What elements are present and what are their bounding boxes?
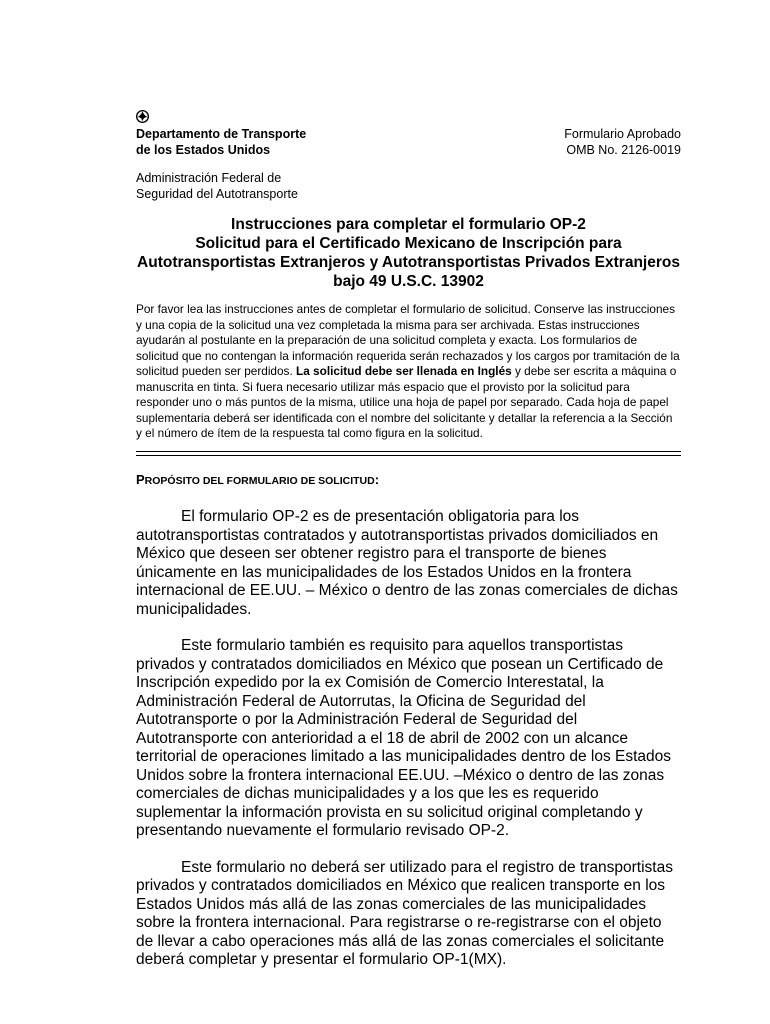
omb-number: OMB No. 2126-0019 — [566, 143, 681, 157]
agency-line-2: de los Estados Unidos — [136, 143, 271, 157]
body-paragraph: Este formulario también es requisito para aquellos transportistas privados y contratados domiciliados en México que posean un Certificado de Inscripción expedido por la ex Comisión de Comercio Interestatal, la Administración Federal de Autorrutas, la Oficina de Seguridad del Autotransporte o por la Administración Federal de Seguridad del Autotransporte con anterioridad a el 18 de abril de 2002 con un alcance territorial de operaciones limitado a las municipalidades dentro de los Estados Unidos sobre la frontera internacional EE.UU. –México o dentro de las zonas comerciales de dichas municipalidades y a los que les es requerido suplementar la información provista en su solicitud original completando y presentando nuevamente el formulario revisado OP-2. — [136, 637, 672, 839]
intro-paragraph — [136, 302, 681, 442]
section-heading — [136, 472, 379, 489]
form-approval-line-1: Formulario Aprobado — [564, 127, 681, 141]
divider-line — [136, 455, 681, 456]
dot-emblem-icon — [136, 110, 149, 123]
intro-bold-text: La solicitud debe ser llenada en Inglés — [296, 364, 512, 378]
body-paragraph: Este formulario no deberá ser utilizado para el registro de transportistas privados y contratados domiciliados en México que realicen transporte en los Estados Unidos más allá de las zonas comerciales de las municipalidades sobre la frontera internacional. Para registrarse o re-registrarse con el objeto de llevar a cabo operaciones más allá de las zonas comerciales el solicitante deberá completar y presentar el formulario OP-1(MX). — [136, 858, 673, 968]
title-line-1: Instrucciones para completar el formulario OP-2 — [231, 216, 586, 233]
form-approval — [564, 126, 681, 158]
section-heading-colon: : — [374, 472, 380, 487]
section-heading-rest: ROPÓSITO DEL FORMULARIO DE SOLICITUD — [144, 475, 375, 487]
title-line-3: Autotransportistas Extranjeros y Autotransportistas Privados Extranjeros — [137, 254, 680, 271]
intro-text-1: Por favor lea las instrucciones antes de completar el formulario de solicitud. Conserve las instrucciones y una copia de la solicitud una vez completada la misma para ser archivada. Estas instrucciones ayudarán al postulante en la preparación de una solicitud completa y exacta. Los formularios de solicitud que no contengan la información requerida serán rechazados y los cargos por tramitación de la solicitud pueden ser perdidos. — [136, 302, 680, 378]
sub-agency-line-2: Seguridad del Autotransporte — [136, 187, 298, 201]
agency-line-1: Departamento de Transporte — [136, 127, 307, 141]
agency-name — [136, 126, 306, 158]
section-body — [136, 508, 681, 988]
body-paragraph: El formulario OP-2 es de presentación obligatoria para los autotransportistas contratados y autotransportistas privados domiciliados en México que deseen ser obtener registro para el transporte de bienes únicamente en las municipalidades de los Estados Unidos en la frontera internacional de EE.UU. – México o dentro de las zonas comerciales de dichas municipalidades. — [136, 508, 678, 618]
title-line-4: bajo 49 U.S.C. 13902 — [333, 273, 484, 290]
document-title — [136, 215, 681, 291]
intro-text-2: y debe ser escrita a máquina o manuscrita en tinta. Si fuera necesario utilizar más espacio que el provisto por la solicitud para responder uno o más puntos de la misma, utilice una hoja de papel por separado. Cada hoja de papel suplementaria deberá ser identificada con el nombre del solicitante y detallar la referencia a la Sección y el número de ítem de la respuesta tal como figura en la solicitud. — [136, 364, 677, 440]
section-heading-initial: P — [136, 472, 145, 487]
divider-line — [136, 451, 681, 452]
sub-agency-name — [136, 170, 298, 202]
sub-agency-line-1: Administración Federal de — [136, 171, 282, 185]
title-line-2: Solicitud para el Certificado Mexicano de Inscripción para — [195, 235, 622, 252]
